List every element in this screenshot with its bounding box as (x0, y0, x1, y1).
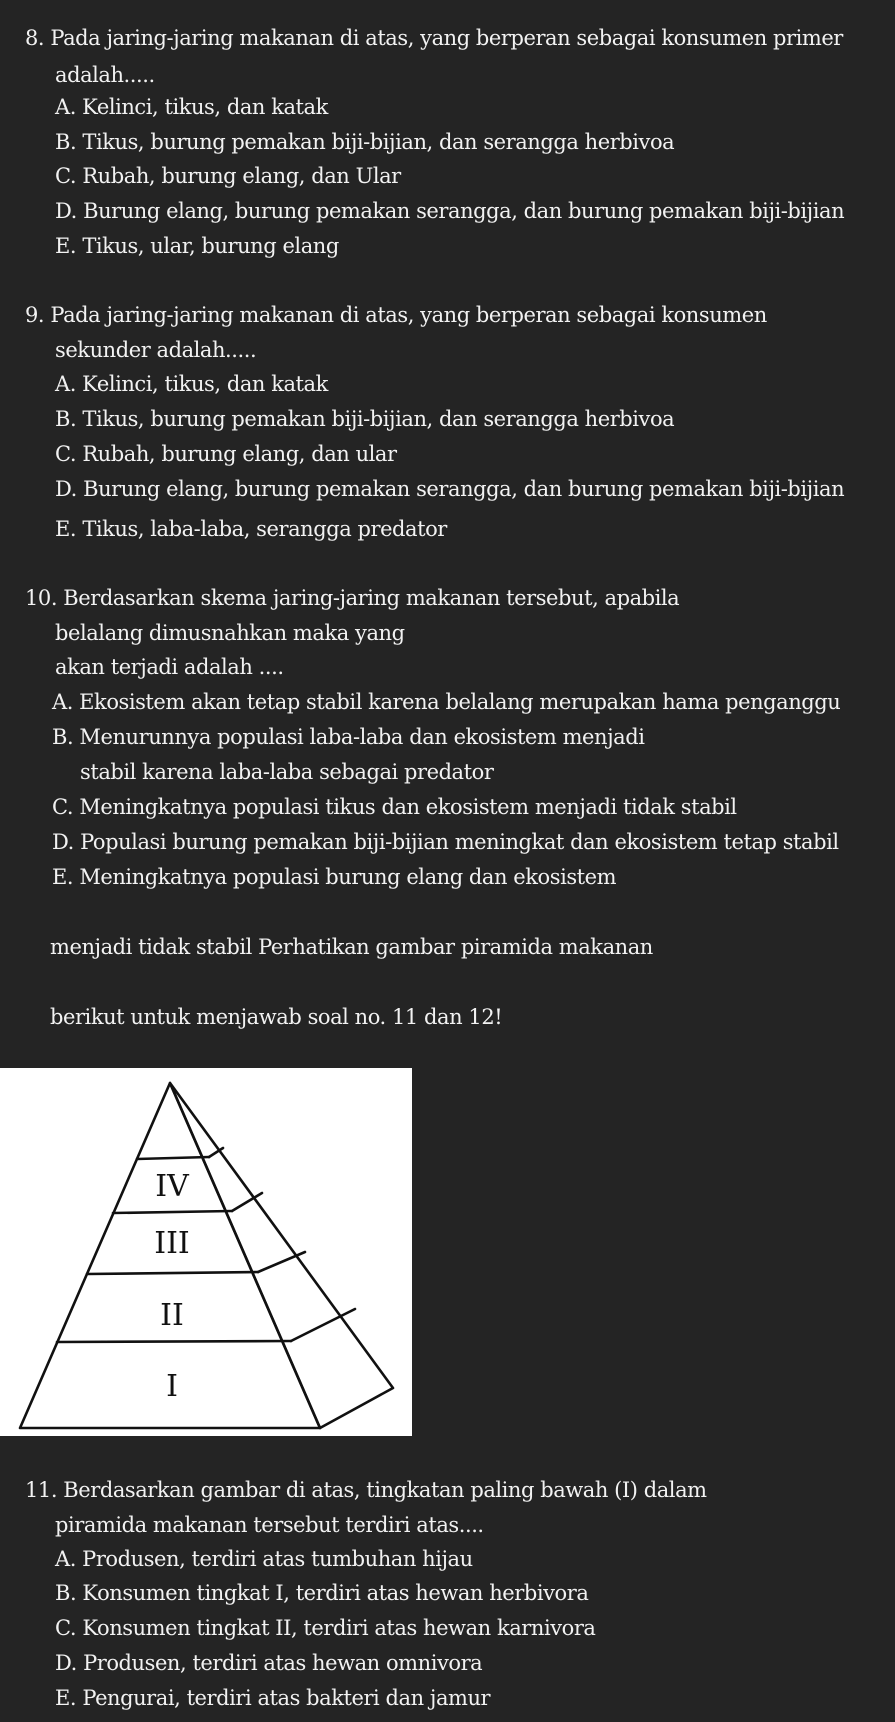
question-9-stem-line-2: sekunder adalah..... (55, 338, 257, 362)
question-11-option-a: A. Produsen, terdiri atas tumbuhan hijau (55, 1547, 473, 1571)
pyramid-level-4-label: IV (155, 1169, 189, 1204)
pyramid-level-2-label: II (160, 1298, 184, 1333)
food-pyramid-diagram (0, 1068, 412, 1436)
question-11-option-d: D. Produsen, terdiri atas hewan omnivora (55, 1651, 483, 1675)
question-11-stem-line-1: 11. Berdasarkan gambar di atas, tingkatan paling bawah (I) dalam (25, 1478, 707, 1502)
question-10-stem-line-3: akan terjadi adalah .... (55, 655, 284, 679)
question-10-stem-line-2: belalang dimusnahkan maka yang (55, 621, 405, 645)
pyramid-side-face (170, 1083, 393, 1428)
pyramid-level-3-label: III (154, 1226, 190, 1261)
question-8-option-e: E. Tikus, ular, burung elang (55, 234, 339, 258)
question-10-option-a: A. Ekosistem akan tetap stabil karena belalang merupakan hama penganggu (52, 690, 841, 714)
question-10-option-b-line-2: stabil karena laba-laba sebagai predator (80, 760, 494, 784)
instruction-line-1: menjadi tidak stabil Perhatikan gambar piramida makanan (50, 935, 653, 959)
pyramid-side-divider-3 (258, 1252, 305, 1272)
question-10-stem-line-1: 10. Berdasarkan skema jaring-jaring makanan tersebut, apabila (25, 586, 680, 610)
question-9-option-b: B. Tikus, burung pemakan biji-bijian, dan serangga herbivoa (55, 407, 675, 431)
pyramid-divider-2-1 (87, 1272, 258, 1274)
pyramid-level-1-label: I (166, 1369, 178, 1404)
question-8-option-b: B. Tikus, burung pemakan biji-bijian, dan serangga herbivoa (55, 130, 675, 154)
question-10-option-c: C. Meningkatnya populasi tikus dan ekosistem menjadi tidak stabil (52, 795, 737, 819)
question-8-option-d: D. Burung elang, burung pemakan serangga, dan burung pemakan biji-bijian (55, 199, 845, 223)
question-9-option-a: A. Kelinci, tikus, dan katak (55, 372, 328, 396)
food-pyramid-figure (0, 1068, 412, 1436)
pyramid-divider-4-3 (137, 1157, 209, 1159)
question-10-option-d: D. Populasi burung pemakan biji-bijian meningkat dan ekosistem tetap stabil (52, 830, 839, 854)
question-10-option-b-line-1: B. Menurunnya populasi laba-laba dan ekosistem menjadi (52, 725, 645, 749)
instruction-line-2: berikut untuk menjawab soal no. 11 dan 12! (50, 1005, 503, 1029)
question-11-option-c: C. Konsumen tingkat II, terdiri atas hewan karnivora (55, 1616, 596, 1640)
question-8-stem-line-1: 8. Pada jaring-jaring makanan di atas, yang berperan sebagai konsumen primer (25, 26, 843, 50)
question-9-option-c: C. Rubah, burung elang, dan ular (55, 442, 397, 466)
question-10-option-e: E. Meningkatnya populasi burung elang dan ekosistem (52, 865, 617, 889)
question-9-stem-line-1: 9. Pada jaring-jaring makanan di atas, yang berperan sebagai konsumen (25, 303, 767, 327)
question-11-option-e: E. Pengurai, terdiri atas bakteri dan jamur (55, 1686, 491, 1710)
question-11-option-b: B. Konsumen tingkat I, terdiri atas hewan herbivora (55, 1581, 589, 1605)
question-11-stem-line-2: piramida makanan tersebut terdiri atas.... (55, 1513, 484, 1537)
question-8-option-a: A. Kelinci, tikus, dan katak (55, 95, 328, 119)
question-9-option-d: D. Burung elang, burung pemakan serangga, dan burung pemakan biji-bijian (55, 477, 845, 501)
pyramid-divider-1-base (57, 1341, 291, 1342)
question-9-option-e: E. Tikus, laba-laba, serangga predator (55, 517, 447, 541)
pyramid-divider-3-2 (113, 1211, 232, 1213)
question-8-option-c: C. Rubah, burung elang, dan Ular (55, 164, 401, 188)
question-8-stem-line-2: adalah..... (55, 63, 155, 87)
